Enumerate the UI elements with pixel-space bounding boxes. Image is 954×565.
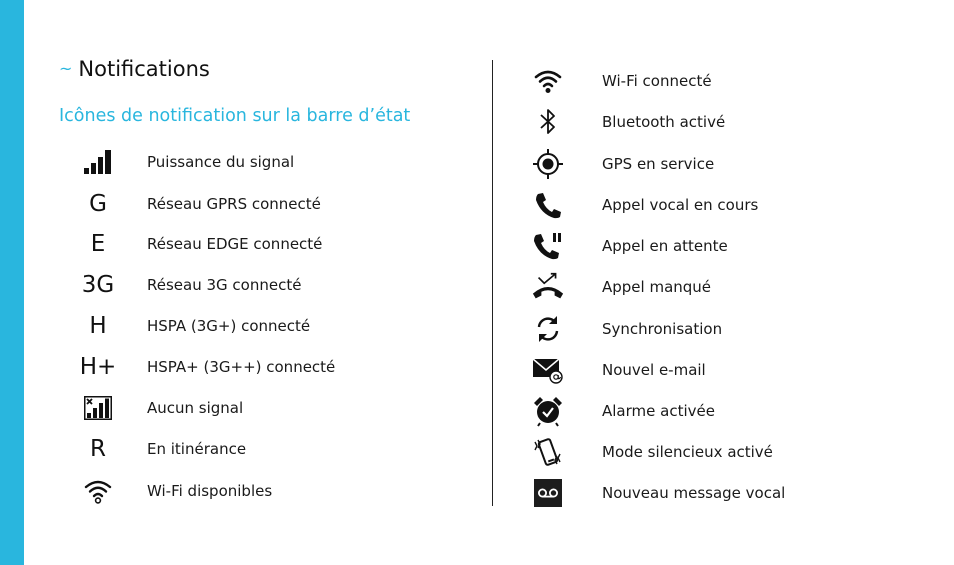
3g-icon: 3G — [81, 272, 115, 298]
item-label: Mode silencieux activé — [602, 443, 773, 461]
item-label: Appel manqué — [602, 278, 712, 296]
wifi-available-icon — [81, 476, 115, 506]
silent-mode-icon — [531, 437, 565, 467]
item-label: Réseau 3G connecté — [147, 276, 302, 294]
new-email-icon — [531, 355, 565, 385]
section-subtitle: Icônes de notification sur la barre d’état — [59, 106, 411, 126]
alarm-icon — [531, 396, 565, 426]
no-signal-icon — [81, 393, 115, 423]
item-label: Aucun signal — [147, 399, 244, 417]
item-label: Wi-Fi connecté — [602, 72, 712, 90]
side-accent-bar — [0, 0, 24, 565]
item-label: Synchronisation — [602, 320, 723, 338]
voicemail-icon — [531, 478, 565, 508]
edge-icon: E — [90, 231, 106, 257]
item-label: Nouveau message vocal — [602, 484, 786, 502]
missed-call-icon — [531, 272, 565, 302]
item-label: Nouvel e-mail — [602, 361, 706, 379]
title-text: Notifications — [78, 57, 210, 81]
item-label: Wi-Fi disponibles — [147, 482, 273, 500]
item-label: Bluetooth activé — [602, 113, 726, 131]
sync-icon — [531, 314, 565, 344]
gprs-icon: G — [89, 191, 107, 217]
roaming-icon: R — [90, 436, 106, 462]
page-title — [59, 57, 210, 81]
column-divider — [492, 60, 493, 506]
item-label: HSPA (3G+) connecté — [147, 317, 311, 335]
item-label: Puissance du signal — [147, 153, 295, 171]
item-label: Réseau GPRS connecté — [147, 195, 321, 213]
item-label: Réseau EDGE connecté — [147, 235, 323, 253]
phone-call-icon — [531, 190, 565, 220]
hspa-plus-icon: H+ — [79, 354, 117, 380]
item-label: HSPA+ (3G++) connecté — [147, 358, 336, 376]
gps-icon — [531, 149, 565, 179]
call-on-hold-icon — [531, 231, 565, 261]
title-tilde: ~ — [59, 59, 73, 78]
item-label: GPS en service — [602, 155, 715, 173]
item-label: Appel en attente — [602, 237, 728, 255]
wifi-connected-icon — [531, 66, 565, 96]
item-label: Appel vocal en cours — [602, 196, 759, 214]
item-label: En itinérance — [147, 440, 247, 458]
bluetooth-icon — [531, 107, 565, 137]
signal-strength-icon — [81, 147, 115, 177]
hspa-icon: H — [89, 313, 107, 339]
item-label: Alarme activée — [602, 402, 715, 420]
